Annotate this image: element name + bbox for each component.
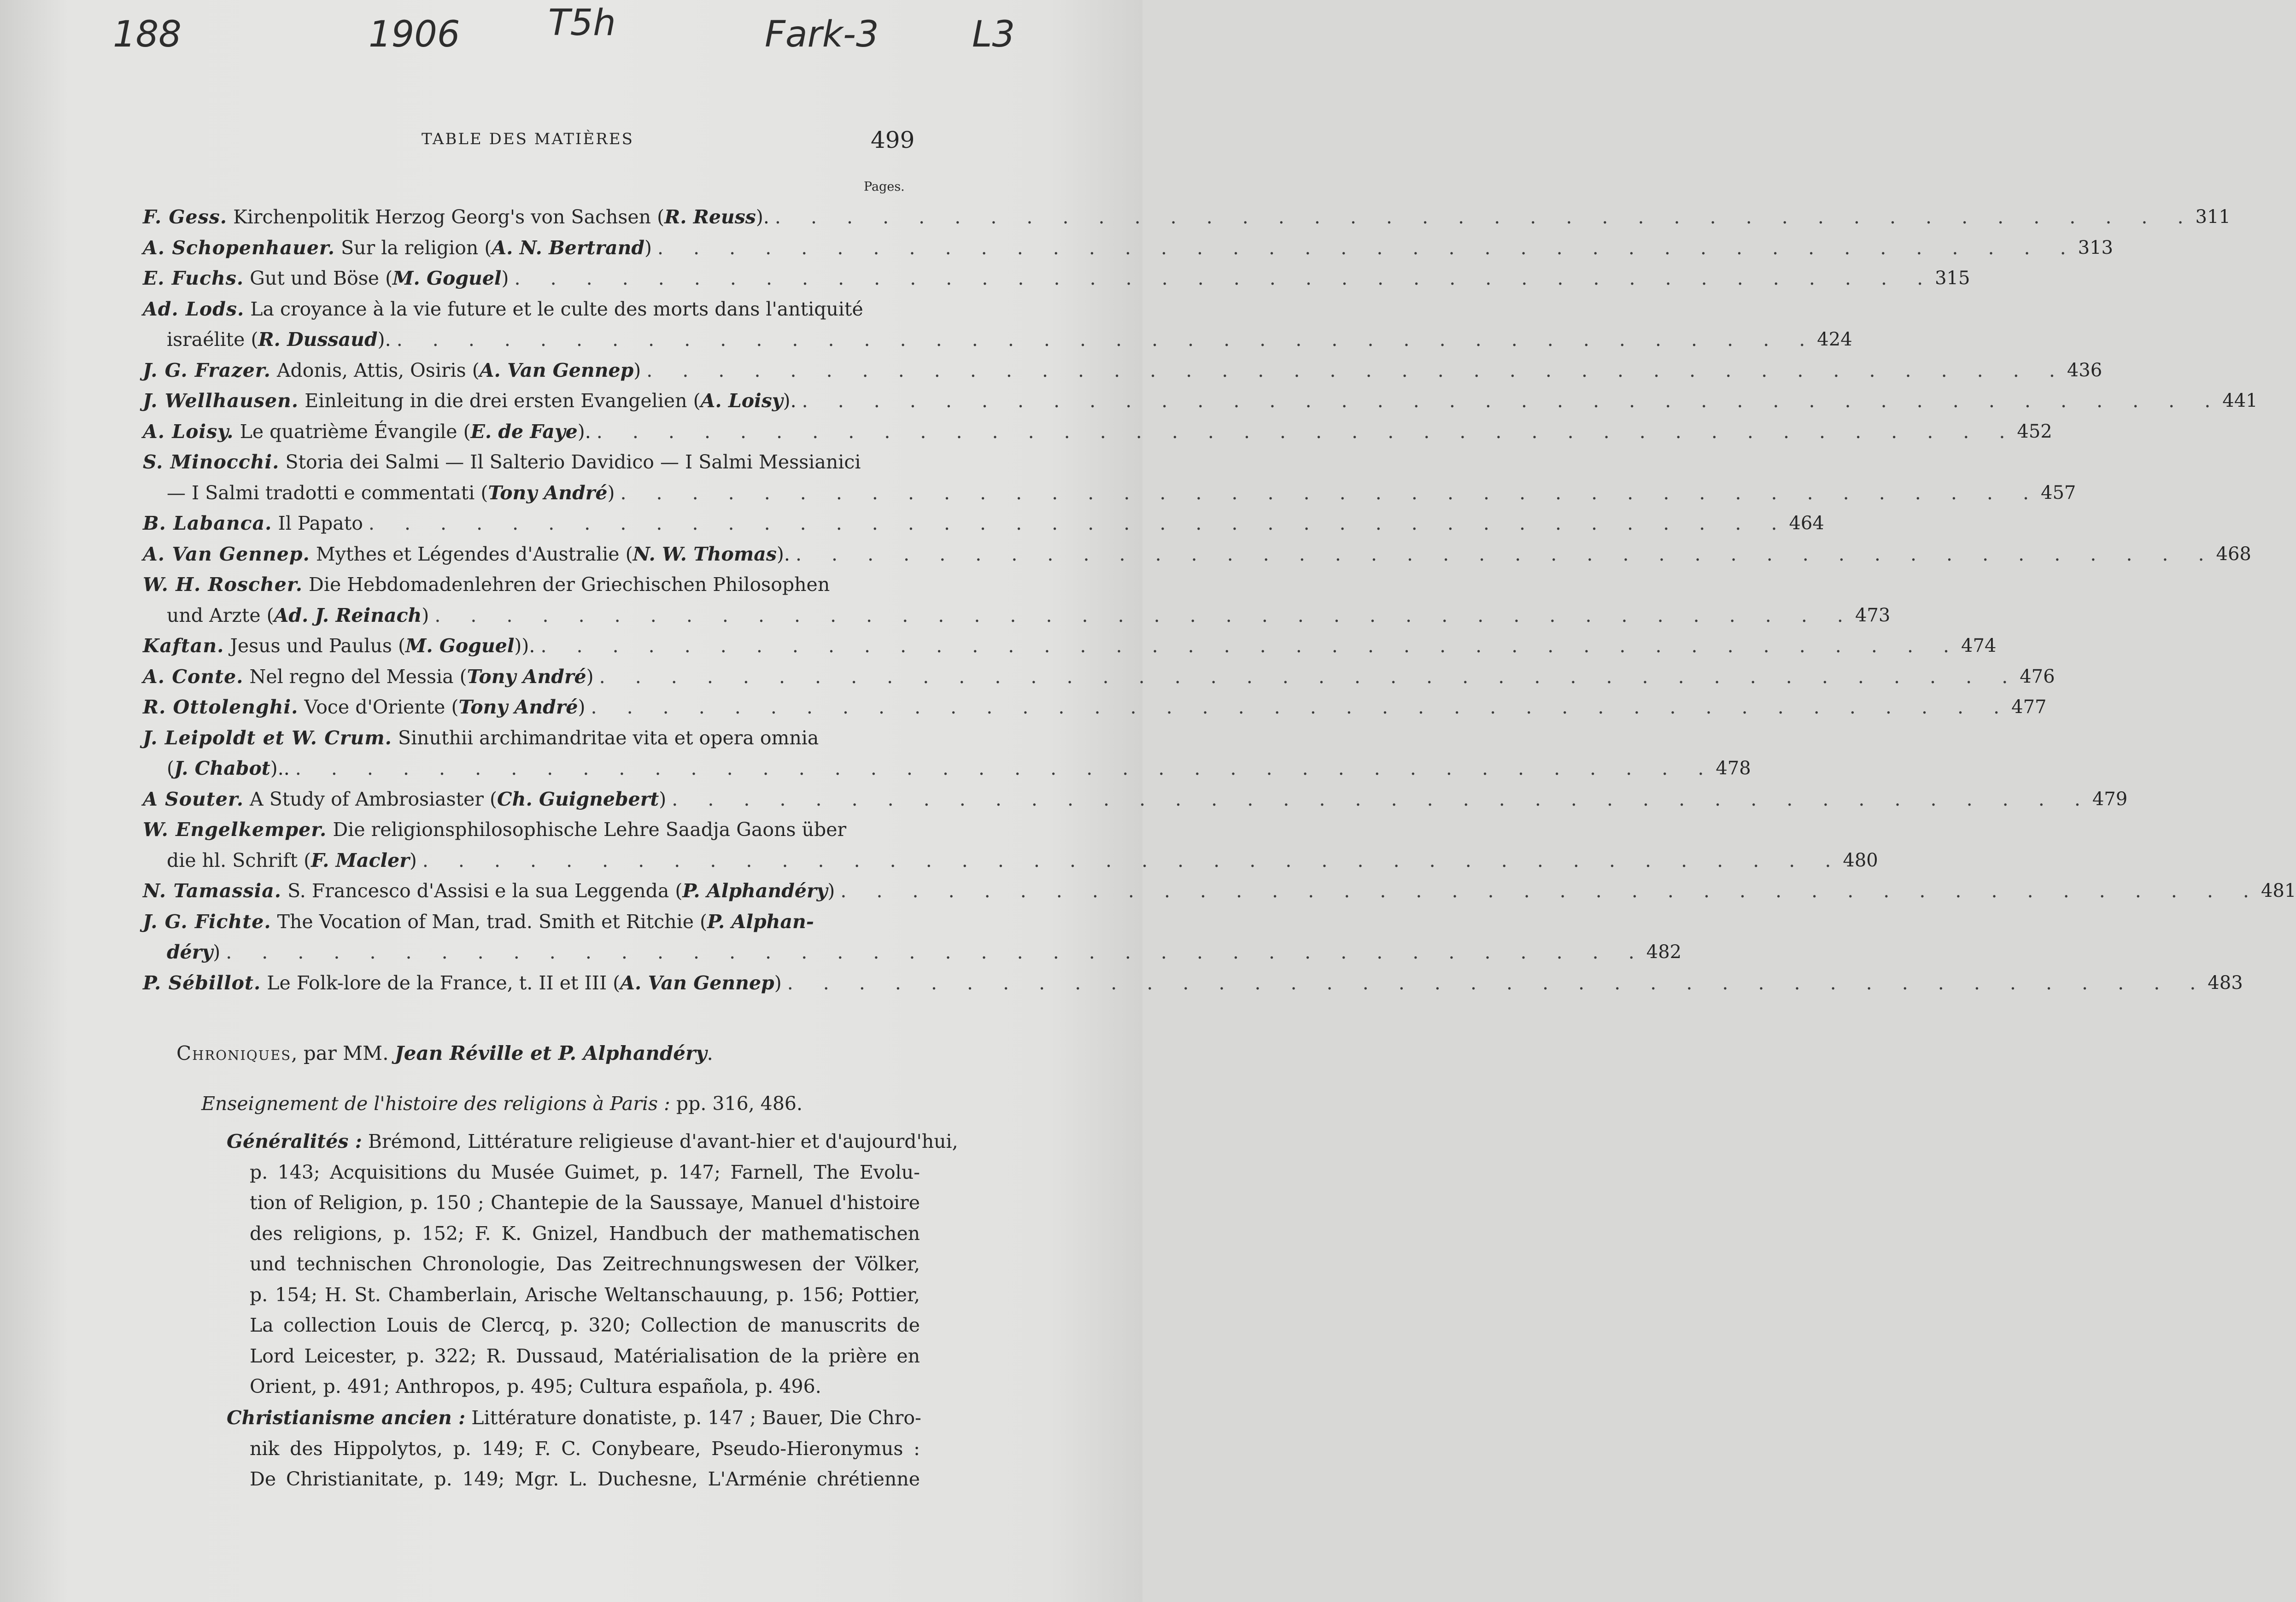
toc-line-text [143, 298, 863, 320]
toc-title: Nel regno del Messia ( [249, 665, 467, 688]
toc-line [143, 661, 2020, 692]
toc-author: A. Loisy. [143, 420, 234, 443]
toc-tail: ) [659, 788, 667, 810]
toc-line-text [143, 451, 861, 473]
toc-author: W. H. Roscher. [143, 573, 303, 596]
toc-line [143, 324, 1817, 355]
toc-author: A Souter. [143, 788, 244, 810]
paragraph-text: Lord Leicester, p. 322; R. Dussaud, Matérialisation de la prière en [250, 1345, 920, 1367]
toc-entry-body [143, 294, 1817, 355]
toc-line-text [167, 845, 417, 876]
toc-entry-body [143, 661, 2020, 692]
toc-line [143, 784, 2092, 815]
toc-line [143, 447, 2041, 478]
toc-reviewer: M. Goguel [405, 635, 515, 657]
toc-entry [143, 723, 1751, 784]
toc-title: Kirchenpolitik Herzog Georg's von Sachsen ( [233, 206, 665, 228]
toc-author: F. Gess. [143, 206, 228, 228]
toc-entry [143, 539, 2251, 570]
toc-line-text [143, 573, 830, 596]
toc-reviewer: N. W. Thomas [633, 543, 777, 565]
toc-entry-body [143, 508, 1789, 539]
leader-dots: . . . . . . . . . . . . . . . . . . . . . . . . . . . . . . . . . . . . . . . . [646, 359, 2067, 381]
toc-page-number: 315 [1935, 268, 1970, 289]
leader-dots: . . . . . . . . . . . . . . . . . . . . . . . . . . . . . . . . . . . . . . . . [774, 206, 2196, 228]
toc-reviewer: A. Van Gennep [620, 971, 774, 994]
enseignement-pages: pp. 316, 486. [670, 1093, 803, 1115]
toc-tail: ). [377, 328, 391, 351]
toc-line-text [143, 539, 790, 570]
toc-entry-body [143, 814, 1843, 876]
toc-page-number: 476 [2020, 666, 2055, 687]
toc-line [143, 355, 2067, 386]
toc-tail: ) [501, 267, 509, 289]
toc-title: Die religionsphilosophische Lehre Saadja Gaons über [333, 819, 847, 841]
toc-title: und Arzte ( [167, 604, 274, 626]
toc-page-number: 482 [1646, 941, 1682, 963]
toc-author: J. Wellhausen. [143, 390, 299, 412]
toc-reviewer: Tony André [458, 696, 578, 718]
toc-author: W. Engelkemper. [143, 819, 327, 841]
toc-entry [143, 294, 1852, 355]
toc-tail: ). [577, 420, 591, 443]
christianisme-paragraph [227, 1403, 920, 1495]
toc-line [143, 539, 2216, 570]
toc-tail: ) [607, 481, 615, 504]
toc-entry-body [143, 569, 1855, 631]
enseignement-line [201, 1093, 802, 1115]
toc-title: Il Papato [278, 512, 363, 534]
toc-entry-body [143, 233, 2078, 263]
leader-dots: . . . . . . . . . . . . . . . . . . . . . . . . . . . . . . . . . . . . . . . . [514, 267, 1935, 289]
toc-line-text [167, 600, 429, 631]
toc-line [143, 569, 1855, 600]
paragraph-line [227, 1464, 920, 1495]
toc-title: Sinuthii archimandritae vita et opera omnia [398, 726, 819, 749]
leader-dots: . . . . . . . . . . . . . . . . . . . . . . . . . . . . . . . . . . . . . . . . [226, 941, 1646, 963]
toc-line-text [143, 727, 819, 749]
toc-title: Sur la religion ( [341, 236, 492, 259]
toc-author: R. Ottolenghi. [143, 696, 299, 718]
paragraph-text: De Christianitate, p. 149; Mgr. L. Duchesne, L'Arménie chrétienne [250, 1468, 920, 1490]
paragraph-text: Brémond, Littérature religieuse d'avant-hier et d'aujourd'hui, [362, 1130, 958, 1152]
toc-title: La croyance à la vie future et le culte des morts dans l'antiquité [250, 298, 863, 320]
paragraph-text: nik des Hippolytos, p. 149; F. C. Conybeare, Pseudo-Hieronymus : [250, 1437, 920, 1460]
paragraph-line [227, 1187, 920, 1218]
paragraph-text: tion of Religion, p. 150 ; Chantepie de la Saussaye, Manuel d'histoire [250, 1192, 920, 1214]
leader-dots: . . . . . . . . . . . . . . . . . . . . . . . . . . . . . . . . . . . . . . . . [295, 757, 1716, 779]
toc-line-text [143, 784, 666, 815]
toc-tail: ). [776, 543, 790, 565]
toc-page-number: 452 [2017, 421, 2052, 442]
toc-line [143, 906, 1646, 937]
toc-title: Adonis, Attis, Osiris ( [276, 359, 480, 381]
leader-dots: . . . . . . . . . . . . . . . . . . . . . . . . . . . . . . . . . . . . . . . . [672, 788, 2092, 810]
toc-title: Einleitung in die drei ersten Evangelien ( [305, 390, 701, 412]
toc-page-number: 313 [2078, 237, 2113, 258]
toc-reviewer: P. Alphandéry [682, 880, 828, 902]
toc-entry-body [143, 631, 1961, 661]
toc-title: Storia dei Salmi — Il Salterio Davidico — I Salmi Messianici [285, 451, 861, 473]
toc-entry [143, 661, 2055, 692]
toc-line [143, 753, 1716, 784]
toc-reviewer: F. Macler [311, 849, 410, 871]
toc-tail: ) [422, 604, 429, 626]
toc-line-text [143, 819, 846, 841]
toc-entry [143, 202, 2231, 233]
toc-author: P. Sébillot. [143, 971, 261, 994]
paragraph-text: Orient, p. 491; Anthropos, p. 495; Cultura española, p. 496. [250, 1375, 821, 1397]
chroniques-authors: Jean Réville et P. Alphandéry [394, 1042, 707, 1064]
enseignement-label: Enseignement de l'histoire des religions à Paris : [201, 1093, 670, 1115]
toc-reviewer: J. Chabot [174, 757, 270, 779]
paragraph-line [227, 1218, 920, 1249]
toc-line [143, 937, 1646, 968]
toc-entry-body [143, 386, 2222, 416]
toc-tail: ) [827, 880, 835, 902]
toc-reviewer: P. Alphan- [707, 910, 814, 933]
toc-line [143, 600, 1855, 631]
paragraph-line [227, 1341, 920, 1372]
toc-line-text [167, 478, 615, 509]
chroniques-end: . [707, 1042, 713, 1064]
toc-line [143, 263, 1935, 294]
toc-line-text [143, 416, 591, 447]
toc-tail: ) [578, 696, 586, 718]
toc-line [143, 386, 2222, 416]
toc-reviewer: M. Goguel [392, 267, 502, 289]
leader-dots: . . . . . . . . . . . . . . . . . . . . . . . . . . . . . . . . . . . . . . . . [422, 849, 1843, 871]
toc-line-text [167, 324, 391, 355]
toc-entry-body [143, 263, 1935, 294]
leader-dots: . . . . . . . . . . . . . . . . . . . . . . . . . . . . . . . . . . . . . . . . [620, 481, 2041, 504]
toc-author: Ad. Lods. [143, 298, 245, 320]
leader-dots: . . . . . . . . . . . . . . . . . . . . . . . . . . . . . . . . . . . . . . . . [596, 420, 2017, 443]
leader-dots: . . . . . . . . . . . . . . . . . . . . . . . . . . . . . . . . . . . . . . . . [657, 236, 2078, 259]
paragraph-line [227, 1249, 920, 1280]
toc-line [143, 845, 1843, 876]
toc-page-number: 473 [1855, 604, 1891, 626]
toc-line-text [167, 937, 220, 968]
toc-reviewer: E. de Faye [470, 420, 578, 443]
paragraph-heading: Christianisme ancien : [227, 1407, 466, 1429]
toc-author: A. Schopenhauer. [143, 236, 335, 259]
leader-dots: . . . . . . . . . . . . . . . . . . . . . . . . . . . . . . . . . . . . . . . . [599, 665, 2020, 688]
leader-dots: . . . . . . . . . . . . . . . . . . . . . . . . . . . . . . . . . . . . . . . . [396, 328, 1817, 351]
toc-line [143, 631, 1961, 661]
leader-dots: . . . . . . . . . . . . . . . . . . . . . . . . . . . . . . . . . . . . . . . . [368, 512, 1789, 534]
pages-column-label: Pages. [864, 180, 905, 194]
toc-author: A. Van Gennep. [143, 543, 310, 565]
toc-entry-body [143, 447, 2041, 508]
toc-tail: ) [586, 665, 594, 688]
toc-page-number: 478 [1716, 758, 1751, 779]
toc-title: israélite ( [167, 328, 258, 351]
chroniques-label: Chroniques [176, 1042, 292, 1064]
toc-page-number: 311 [2195, 206, 2231, 228]
toc-page-number: 424 [1817, 329, 1852, 350]
toc-reviewer: R. Reuss [664, 206, 756, 228]
toc-tail: ). [756, 206, 769, 228]
paragraph-text: des religions, p. 152; F. K. Gnizel, Handbuch der mathematischen [250, 1222, 920, 1245]
paragraph-text: p. 143; Acquisitions du Musée Guimet, p. 147; Farnell, The Evolu- [250, 1161, 920, 1183]
toc-line-text [143, 508, 363, 539]
chroniques-heading [176, 1042, 713, 1064]
toc-entry [143, 814, 1878, 876]
toc-line-text [143, 692, 586, 723]
toc-line [143, 233, 2078, 263]
toc-entry-body [143, 692, 2011, 723]
toc-tail: ). [783, 390, 797, 412]
toc-reviewer: A. Loisy [700, 390, 783, 412]
toc-tail: ) [409, 849, 417, 871]
toc-author: Kaftan. [143, 635, 224, 657]
leader-dots: . . . . . . . . . . . . . . . . . . . . . . . . . . . . . . . . . . . . . . . . [540, 635, 1962, 657]
toc-line-text [143, 233, 652, 263]
toc-title: Voce d'Oriente ( [304, 696, 459, 718]
toc-line-text [143, 911, 814, 933]
paragraph-line [227, 1126, 958, 1157]
toc-page-number: 479 [2092, 788, 2128, 810]
paragraph-line [227, 1371, 920, 1402]
leader-dots: . . . . . . . . . . . . . . . . . . . . . . . . . . . . . . . . . . . . . . . . [434, 604, 1855, 626]
toc-title: Gut und Böse ( [250, 267, 393, 289]
toc-author: J. G. Fichte. [143, 910, 271, 933]
toc-line [143, 723, 1716, 754]
leader-dots: . . . . . . . . . . . . . . . . . . . . . . . . . . . . . . . . . . . . . . . . [802, 390, 2223, 412]
toc-reviewer: Tony André [488, 481, 608, 504]
toc-line [143, 478, 2041, 509]
toc-title: S. Francesco d'Assisi e la sua Leggenda ( [287, 880, 683, 902]
toc-author: J. G. Frazer. [143, 359, 271, 381]
toc-page-number: 481 [2261, 880, 2296, 901]
toc-tail: ).. [270, 757, 290, 779]
toc-line [143, 876, 2261, 906]
toc-entry [143, 692, 2047, 723]
handwritten-note-2: 1906 [369, 14, 460, 55]
toc-title: Le quatrième Évangile ( [240, 420, 471, 443]
toc-entry-body [143, 784, 2092, 815]
paragraph-heading: Généralités : [227, 1130, 362, 1152]
chroniques-text: , par MM. [291, 1042, 395, 1064]
toc-line [143, 508, 1789, 539]
toc-line-text [143, 386, 797, 416]
toc-entry [143, 233, 2113, 263]
toc-entry-body [143, 968, 2208, 999]
toc-title: die hl. Schrift ( [167, 849, 311, 871]
paragraph-line [227, 1403, 920, 1433]
handwritten-note-3: T5h [548, 2, 616, 44]
leader-dots: . . . . . . . . . . . . . . . . . . . . . . . . . . . . . . . . . . . . . . . . [795, 543, 2216, 565]
toc-title: Jesus und Paulus ( [230, 635, 405, 657]
toc-line-text [143, 968, 782, 999]
toc-reviewer: A. Van Gennep [479, 359, 634, 381]
toc-entry-body [143, 723, 1716, 784]
toc-page-number: 468 [2216, 543, 2251, 565]
toc-reviewer: Tony André [467, 665, 586, 688]
toc-author: B. Labanca. [143, 512, 272, 534]
toc-entry-body [143, 355, 2067, 386]
toc-line [143, 294, 1817, 325]
paragraph-line [227, 1310, 920, 1341]
toc-tail: ) [213, 941, 221, 963]
paragraph-line [227, 1280, 920, 1310]
toc-author: J. Leipoldt et W. Crum. [143, 726, 392, 749]
leader-dots: . . . . . . . . . . . . . . . . . . . . . . . . . . . . . . . . . . . . . . . . [840, 880, 2261, 902]
toc-line-text [143, 202, 769, 233]
toc-page-number: 436 [2067, 359, 2103, 381]
paragraph-line [227, 1433, 920, 1464]
toc-reviewer: Ad. J. Reinach [274, 604, 422, 626]
toc-reviewer: R. Dussaud [258, 328, 378, 351]
paragraph-text: Littérature donatiste, p. 147 ; Bauer, Die Chro- [465, 1407, 921, 1429]
toc-entry-body [143, 416, 2017, 447]
toc-line-text [143, 661, 594, 692]
toc-line [143, 814, 1843, 845]
toc-title: The Vocation of Man, trad. Smith et Ritchie ( [277, 910, 707, 933]
toc-entry [143, 386, 2258, 416]
toc-reviewer: Ch. Guignebert [497, 788, 659, 810]
toc-author: S. Minocchi. [143, 451, 280, 473]
toc-tail: )). [514, 635, 535, 657]
toc-page-number: 480 [1843, 849, 1878, 871]
toc-line [143, 202, 2196, 233]
toc-line-text [143, 263, 509, 294]
toc-author: N. Tamassia. [143, 880, 282, 902]
toc-entry [143, 508, 1824, 539]
handwritten-note-1: 188 [113, 14, 182, 55]
toc-reviewer: A. N. Bertrand [492, 236, 645, 259]
toc-page-number: 457 [2041, 482, 2076, 503]
leader-dots: . . . . . . . . . . . . . . . . . . . . . . . . . . . . . . . . . . . . . . . . [787, 971, 2208, 994]
toc-page-number: 483 [2208, 972, 2243, 994]
toc-line [143, 968, 2208, 999]
toc-entry [143, 906, 1682, 968]
toc-entry [143, 968, 2243, 999]
toc-author: A. Conte. [143, 665, 244, 688]
paragraph-text: und technischen Chronologie, Das Zeitrechnungswesen der Völker, [250, 1253, 920, 1275]
toc-title: A Study of Ambrosiaster ( [250, 788, 498, 810]
paragraph-text: La collection Louis de Clercq, p. 320; Collection de manuscrits de [250, 1314, 920, 1336]
toc-title: Le Folk-lore de la France, t. II et III ( [267, 971, 621, 994]
toc-page-number: 441 [2222, 390, 2258, 411]
toc-title: ( [167, 757, 174, 779]
toc-entry [143, 631, 1997, 661]
toc-tail: ) [644, 236, 652, 259]
generalites-paragraph [227, 1126, 958, 1402]
toc-tail: ) [774, 971, 782, 994]
toc-entry [143, 569, 1891, 631]
toc-page-number: 477 [2011, 696, 2047, 718]
toc-line [143, 692, 2011, 723]
toc-page-number: 474 [1961, 635, 1997, 656]
toc-tail: ) [633, 359, 641, 381]
handwritten-note-5: L3 [972, 14, 1015, 55]
running-title: TABLE DES MATIÈRES [422, 130, 634, 148]
toc-entry-body [143, 202, 2196, 233]
toc-title: Mythes et Légendes d'Australie ( [316, 543, 633, 565]
leader-dots: . . . . . . . . . . . . . . . . . . . . . . . . . . . . . . . . . . . . . . . . [591, 696, 2012, 718]
toc-entry [143, 876, 2296, 906]
toc-entry [143, 355, 2103, 386]
toc-entry [143, 447, 2076, 508]
toc-entry [143, 784, 2128, 815]
toc-entry-body [143, 876, 2261, 906]
toc-author: E. Fuchs. [143, 267, 244, 289]
paragraph-text: p. 154; H. St. Chamberlain, Arische Weltanschauung, p. 156; Pottier, [250, 1283, 920, 1306]
toc-entry-body [143, 539, 2216, 570]
toc-line-text [143, 876, 835, 906]
toc-entry [143, 263, 1970, 294]
page-number: 499 [871, 127, 915, 153]
toc-title: Die Hebdomadenlehren der Griechischen Philosophen [309, 573, 830, 596]
table-of-contents [143, 202, 2296, 998]
paragraph-line [227, 1157, 920, 1188]
toc-reviewer: déry [167, 941, 213, 963]
toc-title: — I Salmi tradotti e commentati ( [167, 481, 488, 504]
toc-entry-body [143, 906, 1646, 968]
toc-line-text [143, 355, 641, 386]
toc-line-text [167, 753, 290, 784]
handwritten-note-4: Fark-3 [765, 14, 879, 55]
toc-entry [143, 416, 2052, 447]
toc-line [143, 416, 2017, 447]
toc-page-number: 464 [1789, 513, 1824, 534]
toc-line-text [143, 631, 535, 661]
